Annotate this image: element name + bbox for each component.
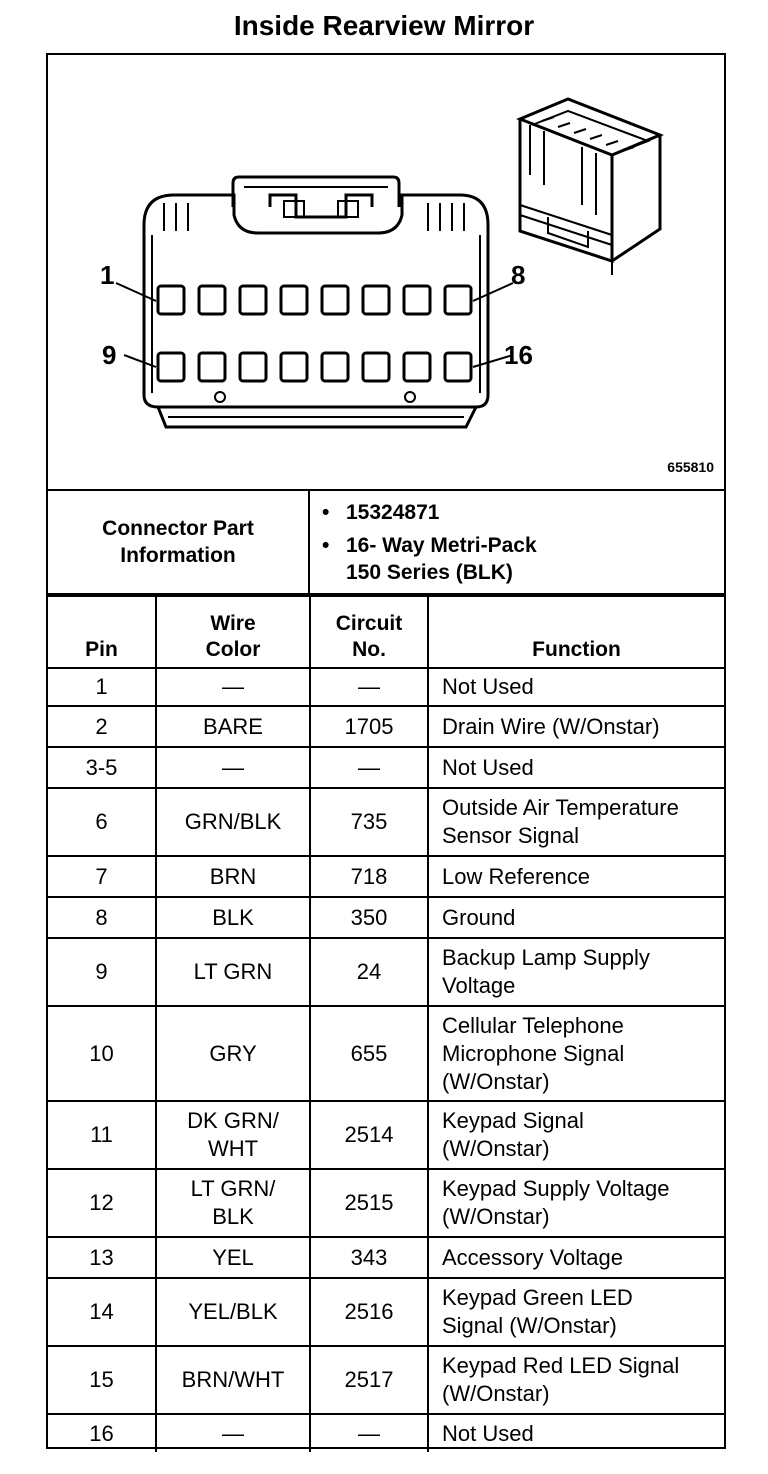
wire-color-cell: BARE [156, 706, 310, 747]
circuit-cell: 343 [310, 1237, 428, 1278]
function-cell: Keypad Green LED Signal (W/Onstar) [428, 1278, 724, 1346]
connector-info-details [322, 499, 712, 586]
wire-color-cell: BRN/WHT [156, 1346, 310, 1414]
wire-color-cell: GRY [156, 1006, 310, 1101]
pin-cell: 3-5 [48, 747, 156, 788]
circuit-cell: 350 [310, 897, 428, 938]
function-cell: Backup Lamp Supply Voltage [428, 938, 724, 1006]
connector-info-label-line1: Connector Part [102, 517, 254, 540]
wire-color-cell: — [156, 668, 310, 706]
table-row [48, 1346, 724, 1414]
function-cell: Accessory Voltage [428, 1237, 724, 1278]
connector-description-line2: 150 Series (BLK) [346, 561, 513, 584]
wire-color-cell: — [156, 747, 310, 788]
circuit-cell: 2516 [310, 1278, 428, 1346]
table-row [48, 1278, 724, 1346]
part-number-item: • 15324871 [322, 501, 440, 524]
pin-cell: 2 [48, 706, 156, 747]
pinout-table [48, 595, 724, 1452]
circuit-cell: — [310, 668, 428, 706]
pin-cell: 10 [48, 1006, 156, 1101]
pin-cell: 13 [48, 1237, 156, 1278]
pin-cell: 11 [48, 1101, 156, 1169]
header-circuit-no: Circuit No. [310, 596, 428, 668]
connector-isometric-view [520, 99, 660, 275]
table-row [48, 668, 724, 706]
pin-cell: 7 [48, 856, 156, 897]
function-cell: Not Used [428, 668, 724, 706]
connector-description-item: • 16- Way Metri-Pack 150 Series (BLK) [322, 534, 537, 584]
pin-cell: 8 [48, 897, 156, 938]
table-row [48, 897, 724, 938]
table-row [48, 1237, 724, 1278]
connector-description-line1: 16- Way Metri-Pack [346, 534, 537, 557]
pin-label-1: 1 [100, 260, 115, 290]
header-wire-color: Wire Color [156, 596, 310, 668]
wire-color-cell: LT GRN/ BLK [156, 1169, 310, 1237]
wire-color-cell: LT GRN [156, 938, 310, 1006]
figure-number: 655810 [667, 459, 714, 475]
wire-color-cell: YEL [156, 1237, 310, 1278]
pin-cell: 1 [48, 668, 156, 706]
pin-cell: 16 [48, 1414, 156, 1452]
pin-cell: 15 [48, 1346, 156, 1414]
page-title: Inside Rearview Mirror [233, 10, 535, 41]
header-function: Function [428, 596, 724, 668]
function-cell: Not Used [428, 1414, 724, 1452]
table-row [48, 706, 724, 747]
wire-color-cell: BRN [156, 856, 310, 897]
pin-label-9: 9 [102, 340, 117, 370]
pin-cell: 12 [48, 1169, 156, 1237]
table-row [48, 1169, 724, 1237]
circuit-cell: 2515 [310, 1169, 428, 1237]
circuit-cell: 718 [310, 856, 428, 897]
circuit-cell: 735 [310, 788, 428, 856]
table-row [48, 938, 724, 1006]
wire-color-cell: — [156, 1414, 310, 1452]
table-row [48, 856, 724, 897]
table-row [48, 1414, 724, 1452]
function-cell: Keypad Signal (W/Onstar) [428, 1101, 724, 1169]
table-row [48, 1101, 724, 1169]
circuit-cell: 655 [310, 1006, 428, 1101]
circuit-cell: 2514 [310, 1101, 428, 1169]
table-row [48, 788, 724, 856]
wire-color-cell: BLK [156, 897, 310, 938]
table-row [48, 747, 724, 788]
function-cell: Keypad Red LED Signal (W/Onstar) [428, 1346, 724, 1414]
function-cell: Ground [428, 897, 724, 938]
connector-diagram [48, 55, 724, 489]
function-cell: Low Reference [428, 856, 724, 897]
function-cell: Not Used [428, 747, 724, 788]
table-header-row [48, 596, 724, 668]
function-cell: Outside Air Temperature Sensor Signal [428, 788, 724, 856]
part-number: 15324871 [346, 501, 440, 524]
wire-color-cell: DK GRN/ WHT [156, 1101, 310, 1169]
pin-cell: 14 [48, 1278, 156, 1346]
pin-cavities [158, 286, 471, 381]
wire-color-cell: YEL/BLK [156, 1278, 310, 1346]
connector-front-view [144, 177, 488, 427]
circuit-cell: 2517 [310, 1346, 428, 1414]
circuit-cell: 24 [310, 938, 428, 1006]
function-cell: Drain Wire (W/Onstar) [428, 706, 724, 747]
header-pin: Pin [48, 596, 156, 668]
circuit-cell: — [310, 747, 428, 788]
circuit-cell: — [310, 1414, 428, 1452]
pin-cell: 9 [48, 938, 156, 1006]
function-cell: Cellular Telephone Microphone Signal (W/Onstar) [428, 1006, 724, 1101]
wire-color-cell: GRN/BLK [156, 788, 310, 856]
pin-label-8: 8 [511, 260, 526, 290]
connector-frame [46, 53, 726, 1449]
connector-info-label [48, 491, 310, 593]
connector-info-label-line2: Information [120, 544, 236, 567]
connector-info [48, 489, 724, 595]
pin-cell: 6 [48, 788, 156, 856]
circuit-cell: 1705 [310, 706, 428, 747]
pin-label-16: 16 [504, 340, 533, 370]
table-row [48, 1006, 724, 1101]
function-cell: Keypad Supply Voltage (W/Onstar) [428, 1169, 724, 1237]
